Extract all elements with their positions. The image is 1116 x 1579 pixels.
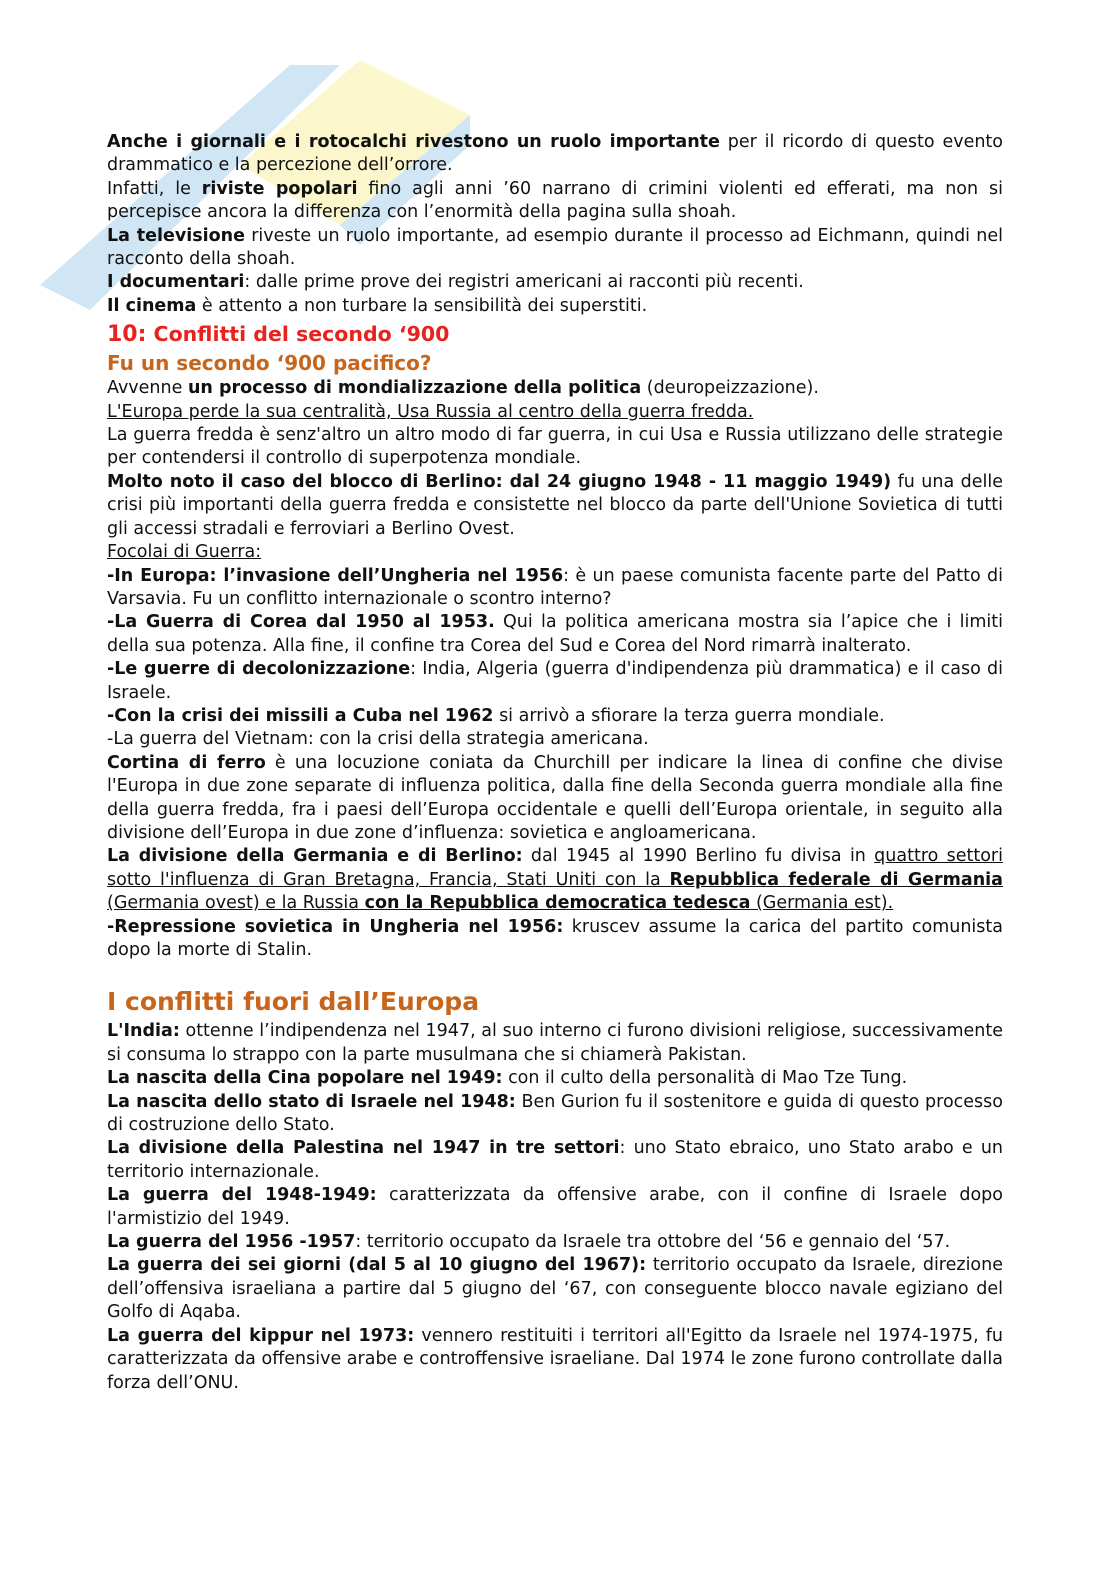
paragraph-corea: -La Guerra di Corea dal 1950 al 1953. Qui la politica americana mostra sia l’apice che i limiti della sua potenza. Alla fine, il confine tra Corea del Sud e Corea del Nord rimarrà inalterato. [107, 612, 1003, 656]
paragraph-riviste: Infatti, le riviste popolari fino agli anni ’60 narrano di crimini violenti ed efferati, ma non si percepisce ancora la differenza con l’enormità della pagina sulla shoah. [107, 178, 1003, 223]
paragraph-divisione-germania: La divisione della Germania e di Berlino: dal 1945 al 1990 Berlino fu divisa in quattro settori sotto l'influenza di Gran Bretagna, Francia, Stati Uniti con la Repubblica federale di Germania (Germania ovest) e la Russia con la Repubblica democratica tedesca (Germania est). [107, 846, 1003, 914]
paragraph-sei-giorni: La guerra dei sei giorni (dal 5 al 10 giugno del 1967): territorio occupato da Israele, direzione dell’offensiva israeliana a partire dal 5 giugno del ‘67, con conseguente blocco navale egiziano del Golfo di Aqaba. [107, 1255, 1003, 1323]
paragraph-vietnam: -La guerra del Vietnam: con la crisi della strategia americana. [107, 729, 649, 750]
paragraph-documentari: I documentari: dalle prime prove dei registri americani ai racconti più recenti. [107, 272, 804, 293]
section-heading [107, 320, 1003, 349]
document-page [107, 131, 1003, 1395]
paragraph-kippur: La guerra del kippur nel 1973: vennero restituiti i territori all'Egitto da Israele nel 1974-1975, fu caratterizzata da offensive arabe e controffensive israeliane. Dal 1974 le zone furono controllate dalla forza dell’ONU. [107, 1325, 1003, 1393]
subheading: Fu un secondo ‘900 pacifico? [107, 351, 432, 376]
paragraph-mondializzazione: Avvenne un processo di mondializzazione della politica (deuropeizzazione). [107, 378, 819, 399]
paragraph-televisione: La televisione riveste un ruolo importante, ad esempio durante il processo ad Eichmann, quindi nel racconto della shoah. [107, 225, 1003, 270]
section-title: Conflitti del secondo ‘900 [146, 322, 450, 347]
section-number: 10: [107, 322, 147, 348]
paragraph-cortina: Cortina di ferro è una locuzione coniata da Churchill per indicare la linea di confine che divise l'Europa in due zone separate di influenza politica, dalla fine della Seconda guerra mondiale alla fine della guerra fredda, fra i paesi dell’Europa occidentale e quelli dell’Europa orientale, in seguito alla divisione dell’Europa in due zone d’influenza: sovietica e angloamericana. [107, 752, 1003, 843]
paragraph-guerra-1948: La guerra del 1948-1949: caratterizzata da offensive arabe, con il confine di Israele dopo l'armistizio del 1949. [107, 1185, 1003, 1229]
paragraph-cuba: -Con la crisi dei missili a Cuba nel 1962 si arrivò a sfiorare la terza guerra mondiale. [107, 705, 885, 726]
paragraph-blocco-berlino: Molto noto il caso del blocco di Berlino: dal 24 giugno 1948 - 11 maggio 1949) fu una delle crisi più importanti della guerra fredda e consistette nel blocco da parte dell'Unione Sovietica di tutti gli accessi stradali e ferroviari a Berlino Ovest. [107, 471, 1004, 539]
paragraph-guerra-fredda: La guerra fredda è senz'altro un altro modo di far guerra, in cui Usa e Russia utilizzano delle strategie per contendersi il controllo di superpotenza mondiale. [107, 425, 1003, 469]
paragraph-focolai: Focolai di Guerra: [107, 542, 262, 563]
paragraph-repressione: -Repressione sovietica in Ungheria nel 1956: kruscev assume la carica del partito comunista dopo la morte di Stalin. [107, 916, 1003, 960]
paragraph-india: L'India: ottenne l’indipendenza nel 1947, al suo interno ci furono divisioni religiose, successivamente si consuma lo strappo con la parte musulmana che si chiamerà Pakistan. [107, 1021, 1003, 1065]
paragraph-centralita: L'Europa perde la sua centralità, Usa Russia al centro della guerra fredda. [107, 401, 754, 422]
paragraph-decolonizzazione: -Le guerre di decolonizzazione: India, Algeria (guerra d'indipendenza più drammatica) e il caso di Israele. [107, 659, 1003, 703]
paragraph-cina: La nascita della Cina popolare nel 1949: con il culto della personalità di Mao Tze Tung. [107, 1068, 908, 1089]
paragraph-ungheria: -In Europa: l’invasione dell’Ungheria nel 1956: è un paese comunista facente parte del Patto di Varsavia. Fu un conflitto internazionale o scontro interno? [107, 565, 1003, 609]
heading-conflitti-fuori: I conflitti fuori dall’Europa [107, 987, 480, 1017]
paragraph-israele: La nascita dello stato di Israele nel 1948: Ben Gurion fu il sostenitore e guida di questo processo di costruzione dello Stato. [107, 1091, 1003, 1136]
paragraph-guerra-1956: La guerra del 1956 -1957: territorio occupato da Israele tra ottobre del ‘56 e gennaio del ‘57. [107, 1232, 951, 1253]
paragraph-giornali: Anche i giornali e i rotocalchi rivestono un ruolo importante per il ricordo di questo evento drammatico e la percezione dell’orrore. [107, 132, 1003, 176]
paragraph-palestina: La divisione della Palestina nel 1947 in tre settori: uno Stato ebraico, uno Stato arabo e un territorio internazionale. [107, 1138, 1004, 1182]
paragraph-cinema: Il cinema è attento a non turbare la sensibilità dei superstiti. [107, 295, 648, 316]
